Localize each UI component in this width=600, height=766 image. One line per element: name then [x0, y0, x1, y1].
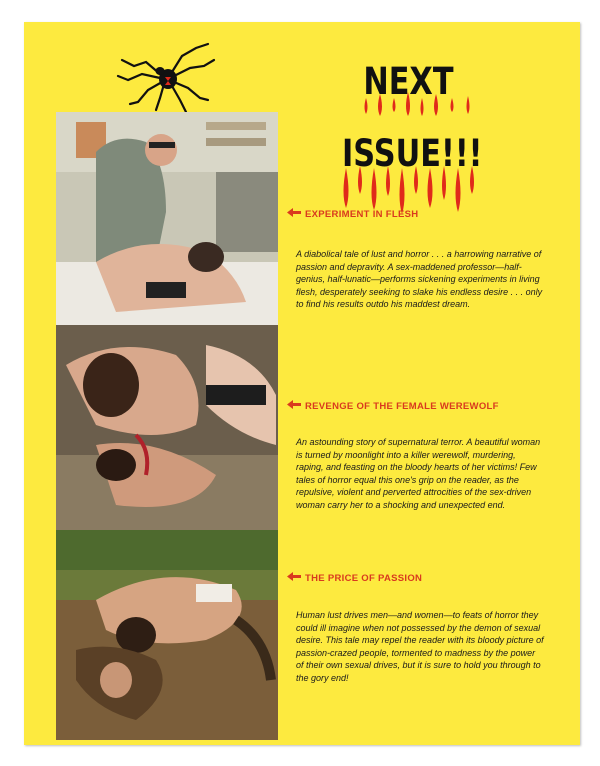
next-issue-headline	[342, 60, 483, 176]
story-photo-2	[56, 325, 278, 530]
story-title-2	[287, 400, 499, 412]
story-title-3-text: THE PRICE OF PASSION	[305, 573, 423, 584]
story-description-1: A diabolical tale of lust and horror . . . a harrowing narrative of passion and depravity. A sex-maddened professor—half-genius, half-lunatic—performs sickening experiments in living flesh, desperately seeking to slake his endless desire . . . only to find his results outdo his maddest dream.	[296, 249, 543, 310]
headline-line-2: ISSUE!!!	[342, 132, 483, 175]
story-photo-1	[56, 112, 278, 325]
story-description-3: Human lust drives men—and women—to feats of horror they could ill imagine when not possessed by the demon of sexual desire. This tale may repel the reader with its bloody picture of passion-crazed people, tormented to madness by the power of their own sexual drives, but it is sure to hold you through to the gory end!	[296, 610, 544, 683]
story-title-3	[287, 572, 422, 584]
magazine-back-cover	[24, 22, 580, 745]
story-title-1	[287, 208, 418, 220]
spider-icon	[116, 40, 216, 114]
story-title-1-text: EXPERIMENT IN FLESH	[305, 209, 419, 220]
headline-line-1: NEXT	[363, 60, 454, 103]
arrow-left-icon	[287, 208, 301, 220]
story-title-2-text: REVENGE OF THE FEMALE WEREWOLF	[305, 401, 499, 412]
arrow-left-icon	[287, 400, 301, 412]
story-photo-3	[56, 530, 278, 740]
arrow-left-icon	[287, 572, 301, 584]
story-description-2: An astounding story of supernatural terror. A beautiful woman is turned by moonlight into a killer werewolf, murdering, raping, and feasting on the bloody hearts of her victims! Few tales of horror equal this one's grip on the reader, as the repulsive, violent and perverted attrocities of the sex-driven woman carry her to a shocking and unexpected end.	[296, 437, 541, 510]
